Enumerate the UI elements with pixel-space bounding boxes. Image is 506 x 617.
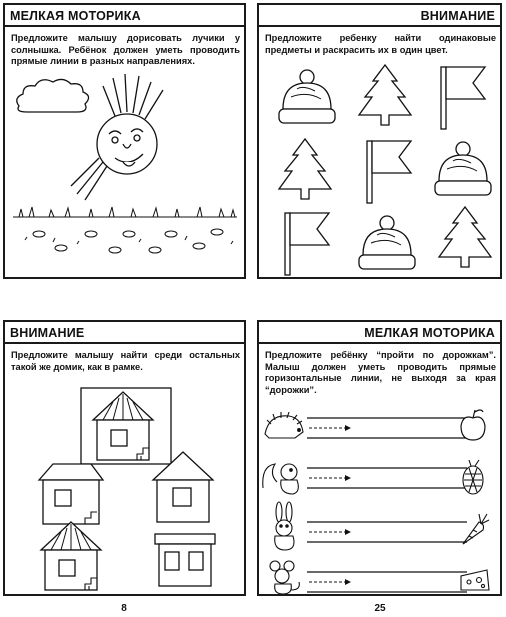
grass-with-flowers-icon [13, 207, 237, 253]
house-icon [39, 464, 103, 524]
objects-grid [259, 57, 500, 277]
cloud-icon [17, 79, 89, 112]
reference-frame [81, 388, 171, 464]
page-number-right: 25 [374, 603, 386, 614]
flag-icon [441, 67, 485, 129]
track-3 [307, 522, 467, 542]
sun-drawing [5, 62, 244, 277]
card-heading: МЕЛКАЯ МОТОРИКА [259, 322, 500, 344]
pinecone-icon [463, 460, 483, 494]
paths-drawing [259, 404, 500, 594]
card-same-items [257, 3, 502, 279]
card-instruction: Предложите ребенку найти одинаковые предметы и раскрасить их в один цвет. [265, 33, 496, 55]
hedgehog-icon [265, 412, 303, 438]
house-icon [41, 522, 101, 590]
card-heading: МЕЛКАЯ МОТОРИКА [5, 5, 244, 27]
carrot-icon [463, 514, 489, 544]
winter-hat-icon [435, 142, 491, 195]
mouse-icon [270, 561, 299, 594]
flag-icon [285, 213, 329, 275]
card-find-house [3, 320, 246, 596]
winter-hat-icon [359, 216, 415, 269]
track-1 [307, 418, 467, 438]
house-icon [155, 534, 215, 586]
apple-icon [461, 410, 485, 440]
card-sun-rays [3, 3, 246, 279]
card-paths [257, 320, 502, 596]
houses-drawing [5, 374, 244, 594]
card-instruction: Предложите ребёнку “пройти по дорожкам”. Малыш должен уметь проводить прямые горизонтальные линии, не выходя за края “дорожки”. [265, 350, 496, 395]
page-number-left: 8 [121, 603, 127, 614]
flag-icon [367, 141, 411, 203]
rabbit-icon [275, 502, 294, 550]
card-heading: ВНИМАНИЕ [5, 322, 244, 344]
cheese-icon [461, 570, 489, 590]
card-instruction: Предложите малышу найти среди остальных такой же домик, как в рамке. [11, 350, 240, 372]
squirrel-icon [263, 464, 299, 494]
track-2 [307, 468, 467, 488]
card-instruction: Предложите малышу дорисовать лучики у солнышка. Ребёнок должен уметь проводить прямые линии в разных направлениях. [11, 33, 240, 66]
winter-hat-icon [279, 70, 335, 123]
fir-tree-icon [439, 207, 491, 267]
fir-tree-icon [279, 139, 331, 199]
card-heading: ВНИМАНИЕ [259, 5, 500, 27]
fir-tree-icon [359, 65, 411, 125]
track-4 [307, 572, 467, 592]
